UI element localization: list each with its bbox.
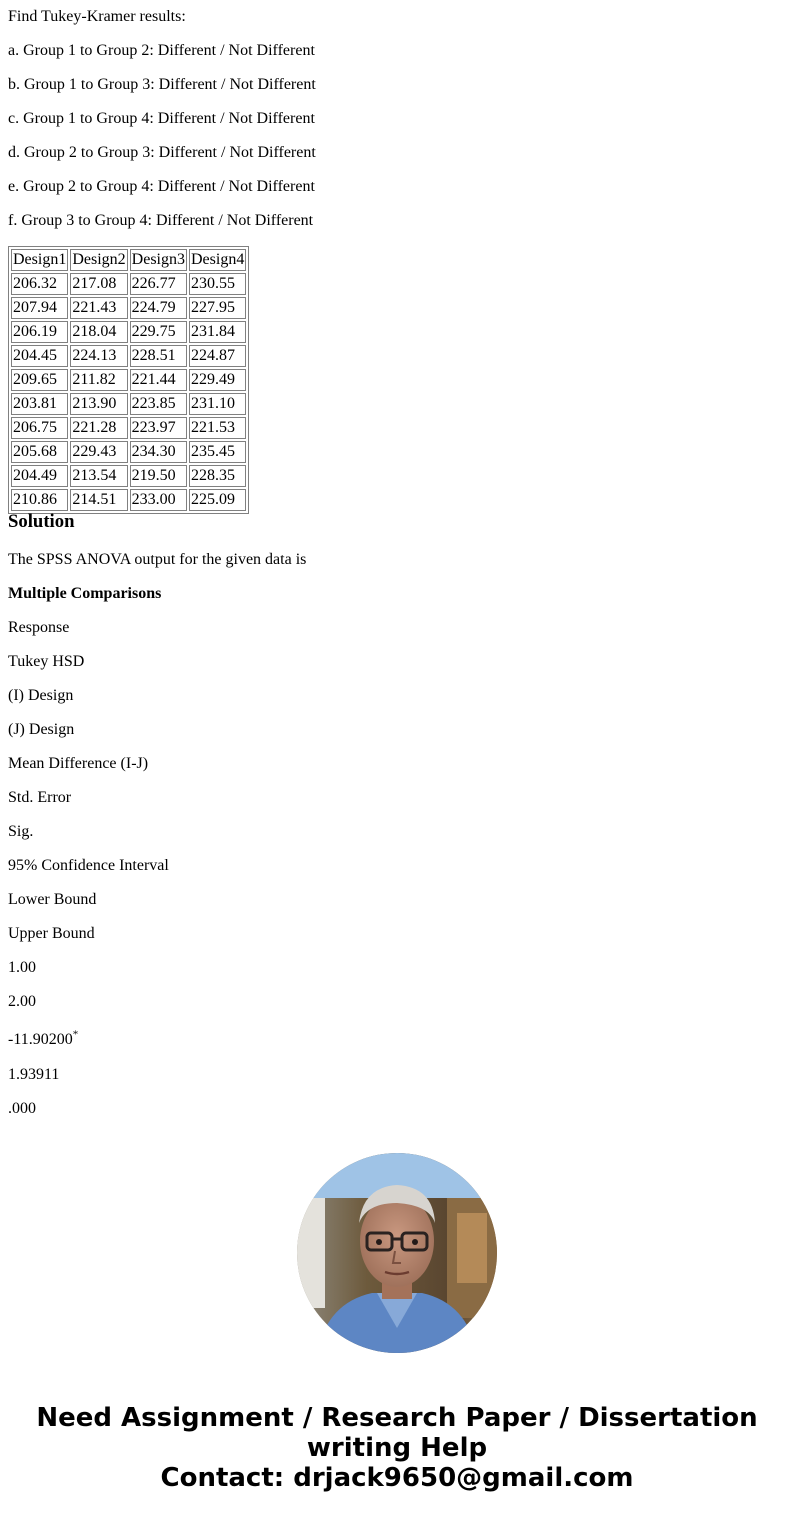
- table-cell: 206.75: [11, 417, 68, 439]
- table-cell: 229.49: [189, 369, 246, 391]
- output-line-response: Response: [8, 619, 70, 636]
- table-header-cell: Design3: [130, 249, 187, 271]
- design-data-table: [8, 246, 249, 514]
- table-cell: 204.49: [11, 465, 68, 487]
- table-cell: 233.00: [130, 489, 187, 511]
- question-item-f: f. Group 3 to Group 4: Different / Not Different: [8, 212, 314, 229]
- table-cell: 229.43: [70, 441, 127, 463]
- table-row: [11, 465, 246, 487]
- table-cell: 229.75: [130, 321, 187, 343]
- table-row: [11, 345, 246, 367]
- output-line-i-value: 1.00: [8, 959, 36, 976]
- promo-banner: [0, 1403, 794, 1493]
- author-photo: [297, 1153, 497, 1353]
- question-item-e: e. Group 2 to Group 4: Different / Not Different: [8, 178, 315, 195]
- table-body: [11, 273, 246, 511]
- table-cell: 234.30: [130, 441, 187, 463]
- promo-line-1: Need Assignment / Research Paper / Dissertation: [36, 1403, 758, 1433]
- table-header-cell: Design4: [189, 249, 246, 271]
- output-line-sig-label: Sig.: [8, 823, 34, 840]
- solution-heading: Solution: [8, 511, 75, 532]
- table-cell: 209.65: [11, 369, 68, 391]
- table-cell: 231.10: [189, 393, 246, 415]
- question-item-d: d. Group 2 to Group 3: Different / Not Different: [8, 144, 316, 161]
- table-cell: 227.95: [189, 297, 246, 319]
- promo-line-2: writing Help: [306, 1433, 488, 1463]
- output-sig: .000: [8, 1100, 36, 1117]
- author-avatar: [297, 1153, 497, 1353]
- output-line-std-error-label: Std. Error: [8, 789, 72, 806]
- table-cell: 224.13: [70, 345, 127, 367]
- table-cell: 214.51: [70, 489, 127, 511]
- table-cell: 206.19: [11, 321, 68, 343]
- mean-difference-value: -11.90200: [8, 1031, 73, 1048]
- table-cell: 210.86: [11, 489, 68, 511]
- output-line-j-design: (J) Design: [8, 721, 75, 738]
- table-cell: 218.04: [70, 321, 127, 343]
- output-line-ci-label: 95% Confidence Interval: [8, 857, 169, 874]
- table-cell: 217.08: [70, 273, 127, 295]
- table-cell: 207.94: [11, 297, 68, 319]
- table-cell: 213.54: [70, 465, 127, 487]
- output-line-lower-bound: Lower Bound: [8, 891, 97, 908]
- table-header-row: [11, 249, 246, 271]
- table-cell: 219.50: [130, 465, 187, 487]
- table-cell: 231.84: [189, 321, 246, 343]
- output-line-j-value: 2.00: [8, 993, 36, 1010]
- table-row: [11, 321, 246, 343]
- table-cell: 211.82: [70, 369, 127, 391]
- output-mean-difference: [8, 1028, 79, 1049]
- table-row: [11, 369, 246, 391]
- table-cell: 204.45: [11, 345, 68, 367]
- table-cell: 221.28: [70, 417, 127, 439]
- table-cell: 223.97: [130, 417, 187, 439]
- table-cell: 224.87: [189, 345, 246, 367]
- output-line-method: Tukey HSD: [8, 653, 85, 670]
- table-row: [11, 273, 246, 295]
- output-line-i-design: (I) Design: [8, 687, 74, 704]
- table-cell: 226.77: [130, 273, 187, 295]
- solution-intro: The SPSS ANOVA output for the given data is: [8, 551, 307, 568]
- question-prompt: Find Tukey-Kramer results:: [8, 8, 186, 25]
- question-item-c: c. Group 1 to Group 4: Different / Not Different: [8, 110, 315, 127]
- table-cell: 221.53: [189, 417, 246, 439]
- table-row: [11, 393, 246, 415]
- table-cell: 223.85: [130, 393, 187, 415]
- table-cell: 228.51: [130, 345, 187, 367]
- question-item-a: a. Group 1 to Group 2: Different / Not Different: [8, 42, 315, 59]
- table-header-cell: Design2: [70, 249, 127, 271]
- table-cell: 224.79: [130, 297, 187, 319]
- table-row: [11, 489, 246, 511]
- question-item-b: b. Group 1 to Group 3: Different / Not Different: [8, 76, 316, 93]
- table-cell: 206.32: [11, 273, 68, 295]
- promo-contact: Contact: drjack9650@gmail.com: [160, 1463, 634, 1493]
- table-cell: 203.81: [11, 393, 68, 415]
- output-line-mean-diff-label: Mean Difference (I-J): [8, 755, 149, 772]
- table-row: [11, 417, 246, 439]
- output-line-upper-bound: Upper Bound: [8, 925, 95, 942]
- section-title: Multiple Comparisons: [8, 585, 162, 602]
- table-cell: 228.35: [189, 465, 246, 487]
- significance-mark: *: [72, 1028, 79, 1041]
- table-header-cell: Design1: [11, 249, 68, 271]
- table-cell: 205.68: [11, 441, 68, 463]
- output-std-error: 1.93911: [8, 1066, 60, 1083]
- table-row: [11, 441, 246, 463]
- table-cell: 225.09: [189, 489, 246, 511]
- table-cell: 230.55: [189, 273, 246, 295]
- table-cell: 235.45: [189, 441, 246, 463]
- table-cell: 221.43: [70, 297, 127, 319]
- table-row: [11, 297, 246, 319]
- table-cell: 221.44: [130, 369, 187, 391]
- table-cell: 213.90: [70, 393, 127, 415]
